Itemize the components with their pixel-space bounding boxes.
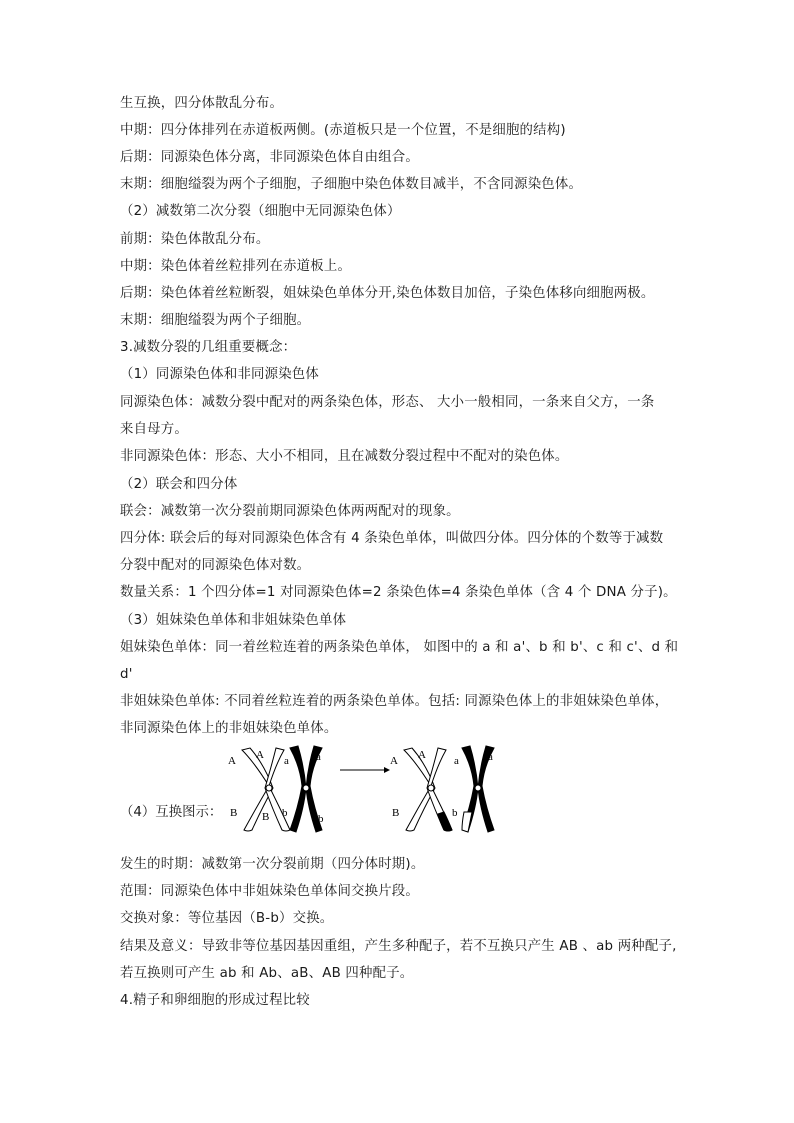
arrow-icon	[340, 767, 390, 773]
gene-label: A	[256, 749, 264, 761]
gene-label: a	[488, 751, 493, 763]
gene-label: b	[452, 807, 458, 819]
text-line: 四分体: 联会后的每对同源染色体含有 4 条染色单体，叫做四分体。四分体的个数等于减数	[120, 531, 664, 546]
section-heading: （2）减数第二次分裂（细胞中无同源染色体）	[120, 204, 401, 219]
text-line: 联会：减数第一次分裂前期同源染色体两两配对的现象。	[120, 504, 460, 519]
text-line: 末期：细胞缢裂为两个子细胞。	[120, 313, 311, 328]
text-line: 末期：细胞缢裂为两个子细胞，子细胞中染色体数目减半，不含同源染色体。	[120, 177, 583, 192]
text-line: 数量关系：1 个四分体=1 对同源染色体=2 条染色体=4 条染色单体（含 4 个 DNA 分子)。	[120, 585, 677, 600]
text-line: 若互换则可产生 ab 和 Ab、aB、AB 四种配子。	[120, 966, 414, 981]
text-line: 发生的时期：减数第一次分裂前期（四分体时期)。	[120, 857, 425, 872]
gene-label: a	[284, 755, 289, 767]
gene-label: A	[390, 755, 398, 767]
gene-label: B	[262, 811, 270, 823]
text-line: 后期：同源染色体分离，非同源染色体自由组合。	[120, 150, 419, 165]
text-line: 范围：同源染色体中非姐妹染色单体间交换片段。	[120, 884, 419, 899]
section-heading: （2）联会和四分体	[120, 477, 238, 492]
section-heading: 3.减数分裂的几组重要概念：	[120, 340, 297, 355]
text-line: 来自母方。	[120, 422, 188, 437]
gene-label: B	[230, 807, 238, 819]
gene-label: b	[282, 807, 288, 819]
text-line: 交换对象：等位基因（B-b）交换。	[120, 911, 334, 926]
text-line: 非同源染色体：形态、大小不相同，且在减数分裂过程中不配对的染色体。	[120, 449, 569, 464]
gene-label: a	[316, 751, 321, 763]
text-line: 分裂中配对的同源染色体对数。	[120, 558, 311, 573]
text-line: 非姐妹染色单体: 不同着丝粒连着的两条染色单体。包括: 同源染色体上的非姐妹染色单体，	[120, 694, 669, 709]
gene-label: B	[392, 807, 400, 819]
text-line: 生互换，四分体散乱分布。	[120, 96, 284, 111]
text-line: 前期：染色体散乱分布。	[120, 232, 270, 247]
gene-label: A	[228, 755, 236, 767]
figure-label: （4）互换图示：	[120, 805, 223, 820]
text-line: 中期：四分体排列在赤道板两侧。(赤道板只是一个位置，不是细胞的结构)	[120, 123, 566, 138]
text-line: 非同源染色体上的非姐妹染色单体。	[120, 721, 338, 736]
section-heading: （1）同源染色体和非同源染色体	[120, 367, 319, 382]
text-line: 后期：染色体着丝粒断裂，姐妹染色单体分开,染色体数目加倍，子染色体移向细胞两极。	[120, 286, 655, 301]
crossover-diagram	[224, 742, 564, 838]
white-chromosome-2	[404, 748, 452, 831]
crossover-figure	[120, 742, 680, 838]
gene-label: b	[318, 813, 324, 825]
text-line: 中期：染色体着丝粒排列在赤道板上。	[120, 259, 352, 274]
gene-label: a	[454, 755, 459, 767]
section-heading: （3）姐妹染色单体和非姐妹染色单体	[120, 613, 347, 628]
text-line: 结果及意义：导致非等位基因基因重组，产生多种配子，若不互换只产生 AB 、ab 两种配子,	[120, 939, 677, 954]
gene-label: A	[418, 749, 426, 761]
text-line: 姐妹染色单体：同一着丝粒连着的两条染色单体， 如图中的 a 和 a'、b 和 b'、c 和 c'、d 和	[120, 640, 679, 655]
text-line: d'	[120, 667, 133, 682]
text-line: 同源染色体：减数分裂中配对的两条染色体，形态、 大小一般相同，一条来自父方，一条	[120, 395, 655, 410]
section-heading: 4.精子和卵细胞的形成过程比较	[120, 993, 310, 1008]
